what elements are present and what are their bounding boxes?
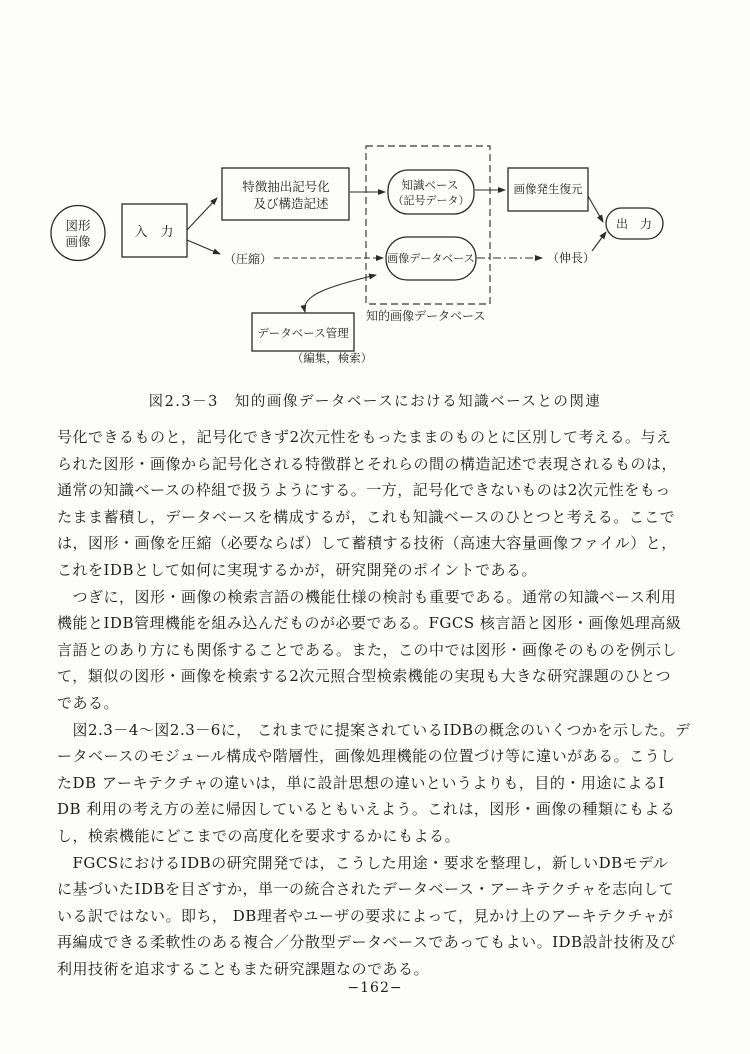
body-line: られた図形・画像から記号化される特徴群とそれらの間の構造記述で表現されるものは， — [57, 454, 678, 473]
body-line: つぎに，図形・画像の検索言語の機能仕様の検討も重要である。通常の知識ベース利用 — [57, 587, 677, 606]
source-oval — [51, 206, 105, 261]
body-line: たまま蓄積し，データベースを構成するが，これも知識ベースのひとつと考える。ここで — [57, 507, 676, 526]
body-line: ータベースのモジュール構成や階層性，画像処理機能の位置づけ等に違いがある。こうし — [57, 747, 676, 766]
body-line: 利用技術を追求することもまた研究課題なのである。 — [57, 959, 430, 978]
body-line: 機能とIDB管理機能を組み込んだものが必要である。FGCS 核言語と図形・画像処理高級 — [57, 614, 682, 633]
body-line: は，図形・画像を圧縮（必要ならば）して蓄積する技術（高速大容量画像ファイル）と， — [57, 534, 677, 553]
source-oval-label-1: 図形 — [65, 218, 91, 233]
body-line: 号化できるものと，記号化できず2次元性をもったままのものとに区別して考える。与え — [57, 428, 672, 446]
body-line: いる訳ではない。即ち， DB理者やユーザの要求によって，見かけ上のアーキテクチャが — [57, 906, 674, 925]
db-management-label: データベース管理 — [257, 326, 349, 340]
body-line: 図2.3－4～図2.3－6に， これまでに提案されているIDBの概念のいくつかを示した。デ — [57, 720, 691, 739]
knowledge-base-label-2: （記号データ） — [392, 194, 470, 207]
body-line: 通常の知識ベースの枠組で扱うようにする。一方，記号化できないものは2次元性をもっ — [57, 481, 671, 500]
body-line: 言語とのあり方にも関係することである。また，この中では図形・画像そのものを例示し — [57, 640, 678, 659]
body-line: に基づいたIDBを目ざすか，単一の統合されたデータベース・アーキテクチャを志向して — [57, 880, 675, 899]
arrow-dbmanage-curve — [305, 275, 376, 312]
arrow-input-to-feature — [187, 198, 217, 230]
feature-box-label-1: 特徴抽出記号化 — [242, 179, 330, 194]
knowledge-base-label-1: 知識ベース — [401, 178, 459, 192]
feature-box — [222, 168, 349, 220]
body-line: DB 利用の考え方の差に帰因しているともいえよう。これは，図形・画像の種類にもよる — [57, 800, 676, 819]
arrow-input-to-compress — [187, 240, 220, 254]
body-text — [57, 424, 707, 982]
body-line: これをIDBとして如何に実現するかが，研究開発のポイントである。 — [57, 560, 537, 579]
input-box-label: 入 力 — [134, 225, 174, 240]
body-line: たDB アーキテクチャの違いは，単に設計思想の違いというよりも，目的・用途によるI — [57, 773, 665, 792]
output-oval-label: 出 力 — [615, 217, 653, 231]
body-line: し，検索機能にどこまでの高度化を要求するかにもよる。 — [57, 826, 461, 845]
knowledge-base-node — [388, 170, 474, 214]
arrow-expand-to-output — [592, 232, 606, 251]
figure-diagram — [0, 140, 750, 375]
body-line: 再編成できる柔軟性のある複合／分散型データベースであってもよい。IDB設計技術及び — [57, 933, 676, 952]
source-oval-label-2: 画像 — [65, 234, 91, 249]
image-generation-label: 画像発生復元 — [513, 182, 583, 196]
body-line: FGCSにおけるIDBの研究開発では，こうした用途・要求を整理し，新しいDBモデル — [57, 853, 669, 872]
body-line: である。 — [57, 693, 120, 712]
body-line: て，類似の図形・画像を検索する2次元照合型検索機能の実現も大きな研究課題のひとつ — [57, 667, 671, 686]
arrow-generation-to-output — [588, 196, 603, 222]
compress-label: （圧縮） — [224, 252, 273, 266]
idb-frame-label: 知的画像データベース — [366, 309, 486, 323]
expand-label: （伸長） — [547, 251, 596, 265]
db-management-sub-label: （編集，検索） — [291, 351, 373, 365]
page-number: −162− — [347, 980, 403, 996]
image-database-label: 画像データベース — [387, 252, 475, 265]
feature-box-label-2: 及び構造記述 — [253, 196, 329, 211]
figure-caption: 図2.3－3 知的画像データベースにおける知識ベースとの関連 — [148, 394, 602, 410]
